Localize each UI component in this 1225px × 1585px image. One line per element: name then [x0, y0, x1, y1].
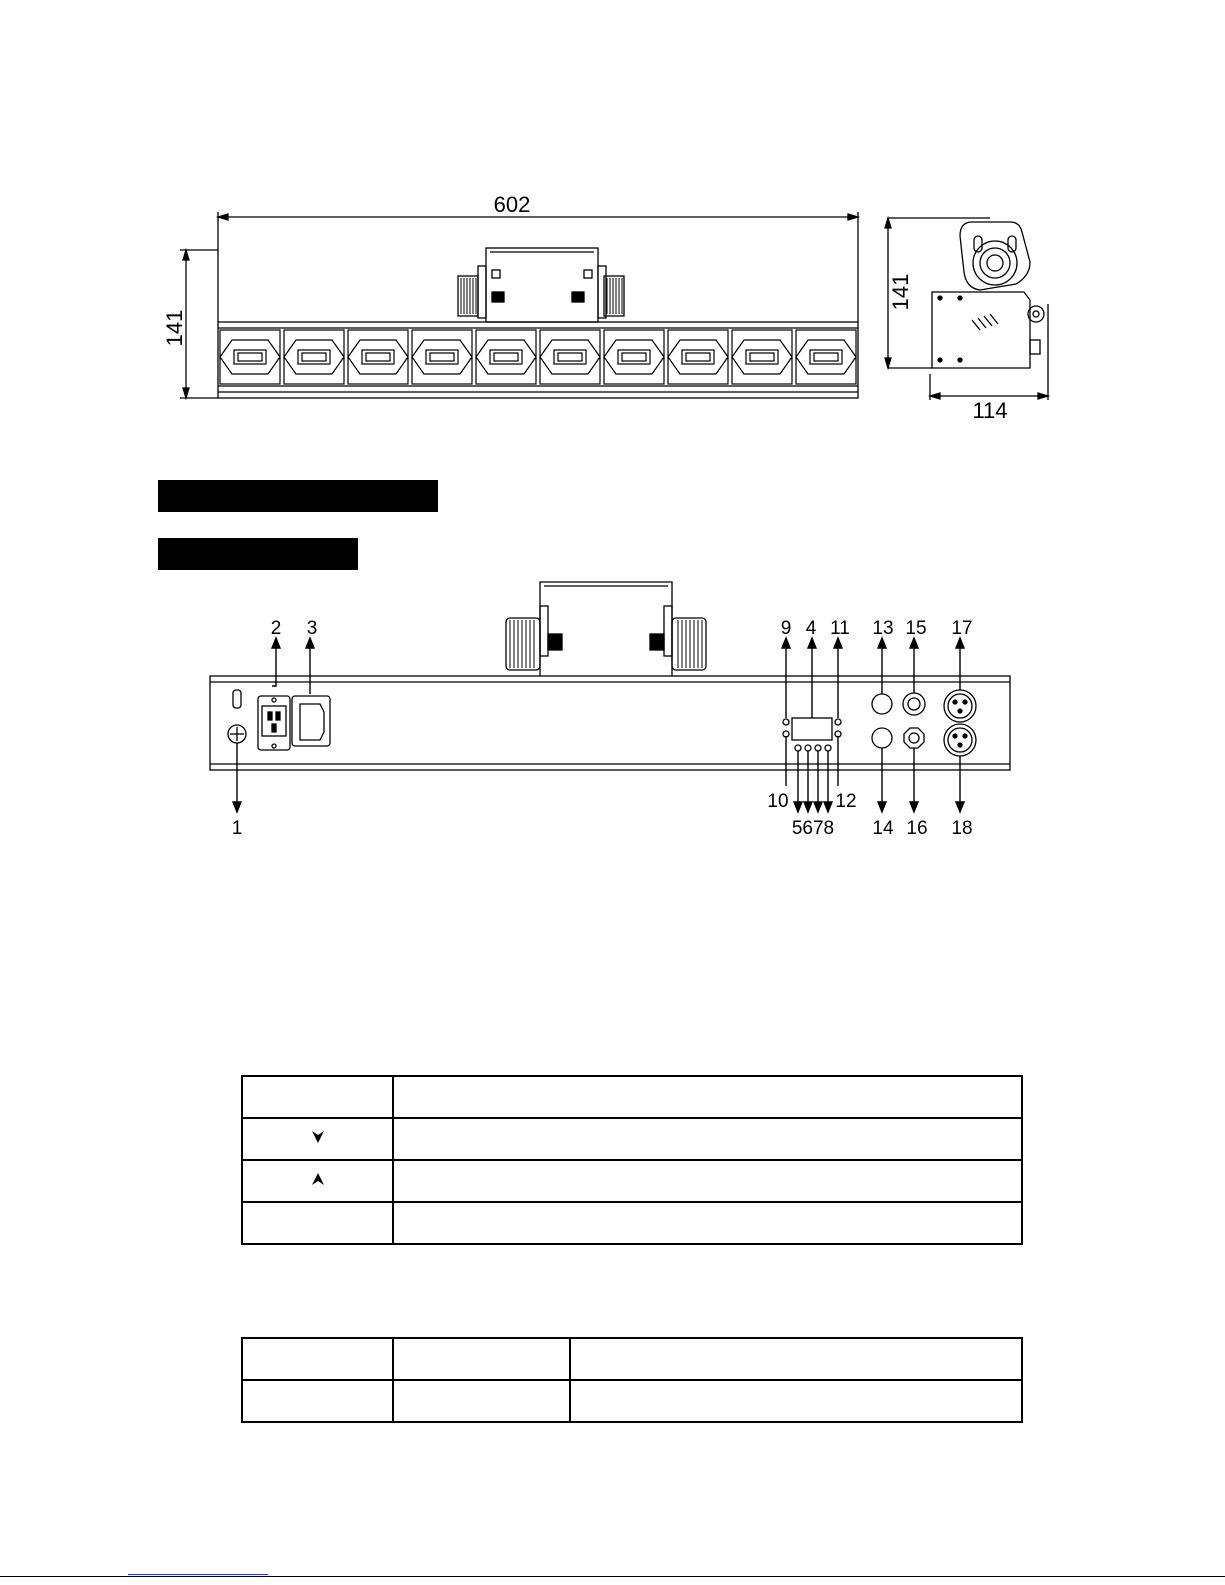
control-desc-cell	[393, 1118, 1022, 1160]
led-cell	[348, 330, 408, 384]
callout-1: 1	[231, 818, 243, 839]
callout-16: 16	[906, 818, 928, 839]
footer-link-underline[interactable]	[128, 1574, 268, 1575]
heading-bar-2	[158, 538, 358, 570]
settings-table	[241, 1337, 1023, 1423]
table-row	[242, 1338, 1022, 1380]
side-depth-label: 114	[972, 398, 1008, 423]
callout-17: 17	[951, 618, 973, 639]
callout-18: 18	[951, 818, 973, 839]
led-cell	[284, 330, 344, 384]
callout-9: 9	[780, 618, 792, 639]
led-cell	[220, 330, 280, 384]
callout-5678: 5678	[791, 818, 835, 839]
callout-10: 10	[767, 791, 789, 812]
callout-15: 15	[905, 618, 927, 639]
side-height-label: 141	[888, 273, 913, 311]
table-cell	[242, 1338, 393, 1380]
control-desc-cell	[393, 1160, 1022, 1202]
led-cell	[732, 330, 792, 384]
callout-3: 3	[306, 618, 318, 639]
table-cell	[393, 1380, 570, 1422]
footer-divider	[0, 1576, 1225, 1577]
led-cell	[604, 330, 664, 384]
control-table	[241, 1075, 1023, 1245]
control-key-cell	[242, 1202, 393, 1244]
up-arrow-icon	[310, 1171, 326, 1187]
callout-13: 13	[872, 618, 894, 639]
callout-2: 2	[270, 618, 282, 639]
led-cell	[476, 330, 536, 384]
led-cell	[540, 330, 600, 384]
dim-height-label: 141	[162, 309, 187, 347]
table-row	[242, 1076, 1022, 1118]
table-row	[242, 1118, 1022, 1160]
heading-bar-1	[158, 480, 438, 512]
callout-4: 4	[805, 618, 817, 639]
control-desc-cell	[393, 1202, 1022, 1244]
control-key-cell	[242, 1160, 393, 1202]
callout-11: 11	[830, 618, 850, 639]
table-cell	[393, 1338, 570, 1380]
led-cell	[412, 330, 472, 384]
led-cell	[796, 330, 856, 384]
table-row	[242, 1202, 1022, 1244]
down-arrow-icon	[310, 1129, 326, 1145]
table-cell	[570, 1380, 1022, 1422]
dim-width-label: 602	[493, 192, 531, 217]
table-cell	[242, 1380, 393, 1422]
table-row	[242, 1160, 1022, 1202]
callout-14: 14	[872, 818, 894, 839]
table-row	[242, 1380, 1022, 1422]
control-desc-cell	[393, 1076, 1022, 1118]
control-key-cell	[242, 1118, 393, 1160]
control-key-cell	[242, 1076, 393, 1118]
rear-panel-drawing	[0, 570, 1225, 850]
callout-12: 12	[835, 791, 857, 812]
led-cell	[668, 330, 728, 384]
table-cell	[570, 1338, 1022, 1380]
dimension-drawing	[0, 0, 1225, 440]
